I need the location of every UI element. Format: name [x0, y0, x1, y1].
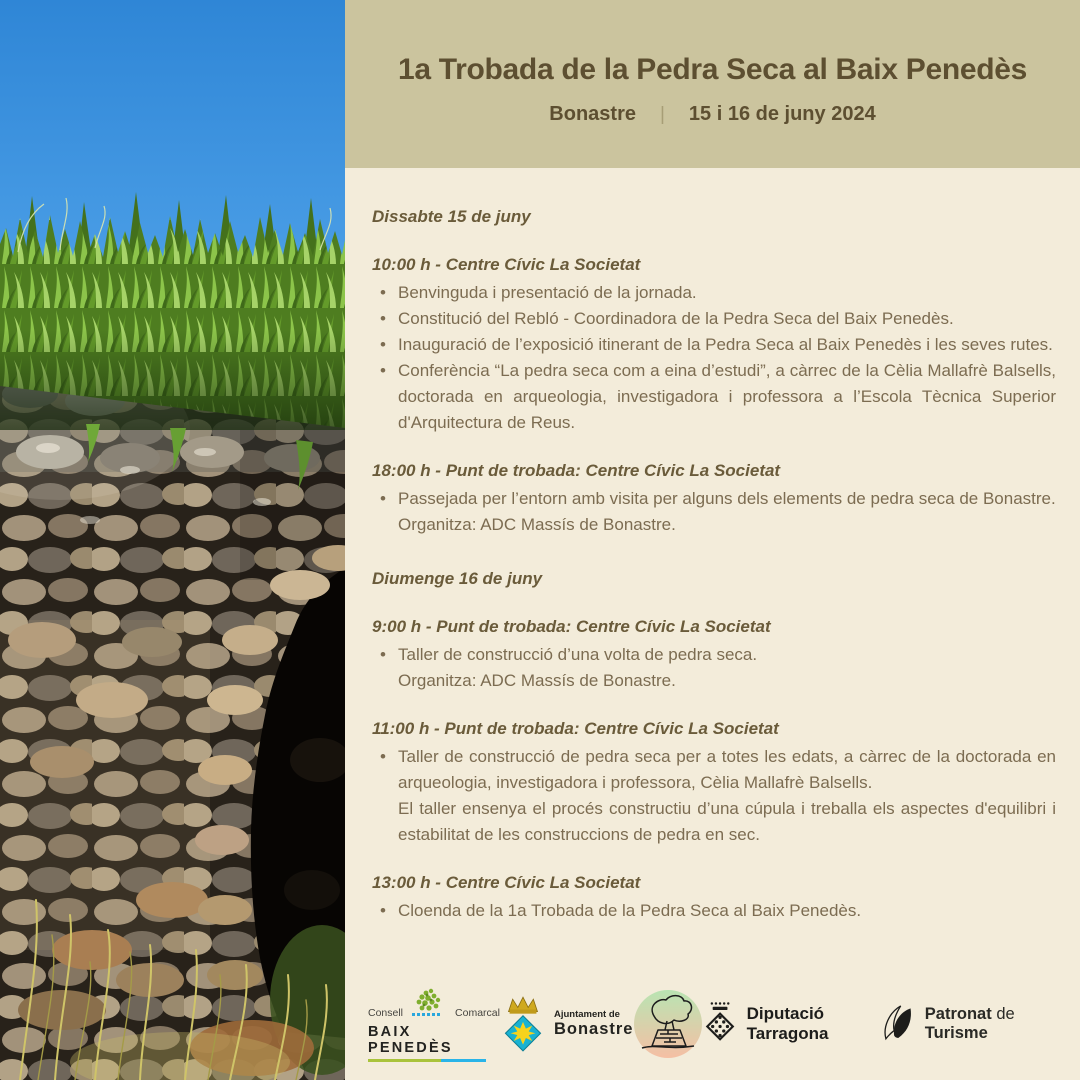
cc-word1: Consell	[368, 1006, 404, 1019]
bullet-icon: •	[380, 901, 386, 920]
hut-and-tree-icon	[634, 990, 702, 1058]
item-text: Inauguració de l’exposició itinerant de la Pedra Seca al Baix Penedès i les seves rutes.	[398, 335, 1053, 354]
ajuntament-line2: Bonastre	[553, 1020, 634, 1038]
bullet-spacer	[372, 796, 398, 848]
bullet-icon: •	[380, 361, 386, 380]
photo-dry-stone-hut	[0, 0, 345, 1080]
cc-name: BAIX PENEDÈS	[368, 1023, 453, 1056]
slot-10h	[372, 252, 1056, 436]
patronat-mid: de	[996, 1005, 1015, 1023]
day-heading: Diumenge 16 de juny	[372, 569, 543, 588]
item-text: Passejada per l’entorn amb visita per alguns dels elements de pedra seca de Bonastre.	[398, 489, 1056, 508]
item-text: El taller ensenya el procés constructiu d’una cúpula i treballa els aspectes d'equilibri i estabilitat de les construccions de pedra en sec.	[398, 799, 1056, 844]
header-band	[345, 0, 1080, 168]
item-text: Constitució del Rebló - Coordinadora de la Pedra Seca del Baix Penedès.	[398, 309, 954, 328]
item-text: Taller de construcció de pedra seca per a totes les edats, a càrrec de la doctorada en arqueologia, investigadora i professora, Cèlia Mallafrè Balsells.	[398, 747, 1056, 792]
bullet-spacer	[372, 512, 398, 538]
item-text: Benvinguda i presentació de la jornada.	[398, 283, 697, 302]
item-text: Organitza: ADC Massís de Bonastre.	[398, 515, 676, 534]
bullet-icon: •	[380, 489, 386, 508]
bullet-icon: •	[380, 645, 386, 664]
list-item-continuation	[372, 512, 1056, 538]
list-item	[372, 486, 1056, 512]
subtitle	[345, 103, 1080, 126]
item-text: Organitza: ADC Massís de Bonastre.	[398, 671, 676, 690]
list-item	[372, 744, 1056, 796]
list-item	[372, 306, 1056, 332]
list-item-continuation	[372, 668, 1056, 694]
ajuntament-line1: Ajuntament de	[553, 1009, 620, 1020]
logo-adc-massis-bonastre	[634, 990, 702, 1058]
bullet-icon: •	[380, 335, 386, 354]
cc-underline	[368, 1059, 486, 1062]
content-panel	[345, 0, 1080, 1080]
bullet-icon: •	[380, 309, 386, 328]
day-sunday	[372, 566, 1056, 924]
list-item	[372, 898, 1056, 924]
day-heading: Dissabte 15 de juny	[372, 207, 531, 226]
slot-18h	[372, 458, 1056, 538]
logo-patronat-turisme	[881, 998, 1054, 1050]
item-text: Taller de construcció d’una volta de pedra seca.	[398, 645, 758, 664]
list-item-continuation	[372, 796, 1056, 848]
slot-11h	[372, 716, 1056, 848]
item-text: Cloenda de la 1a Trobada de la Pedra Seca al Baix Penedès.	[398, 901, 862, 920]
bullet-icon: •	[380, 283, 386, 302]
separator: |	[659, 104, 665, 125]
patronat-bold1: Patronat	[924, 1005, 992, 1023]
sponsor-logos	[368, 988, 1054, 1060]
list-item	[372, 280, 1056, 306]
diputacio-crest-icon	[702, 995, 738, 1053]
item-text: Conferència “La pedra seca com a eina d’estudi”, a càrrec de la Cèlia Mallafrè Balsells, doctorada en arqueologia, investigadora i professora a l’Escola Tècnica Superior d'Arquitectura de Reus.	[398, 361, 1056, 432]
logo-consell-comarcal-baix-penedes	[368, 987, 500, 1062]
dates-label: 15 i 16 de juny 2024	[688, 103, 876, 125]
slot-heading: 18:00 h - Punt de trobada: Centre Cívic La Societat	[372, 461, 781, 480]
logo-ajuntament-bonastre	[500, 993, 634, 1055]
comarca-map-icon	[406, 987, 452, 1023]
slot-heading: 10:00 h - Centre Cívic La Societat	[372, 255, 641, 274]
dry-stone-hut-illustration	[0, 0, 345, 1080]
list-item	[372, 358, 1056, 436]
diputacio-label: Diputació Tarragona	[746, 1004, 829, 1043]
slot-heading: 13:00 h - Centre Cívic La Societat	[372, 873, 641, 892]
patronat-bold2: Turisme	[924, 1024, 988, 1042]
logo-diputacio-tarragona	[702, 995, 882, 1053]
list-item	[372, 332, 1056, 358]
slot-heading: 9:00 h - Punt de trobada: Centre Cívic La Societat	[372, 617, 771, 636]
leaf-icon	[881, 998, 915, 1050]
list-item	[372, 642, 1056, 668]
bullet-icon: •	[380, 747, 386, 766]
day-saturday	[372, 204, 1056, 538]
schedule	[345, 168, 1080, 924]
location-label: Bonastre	[549, 103, 636, 125]
cc-word2: Comarcal	[455, 1006, 500, 1019]
patronat-label	[925, 1005, 1054, 1043]
page-title: 1a Trobada de la Pedra Seca al Baix Penedès	[397, 53, 1028, 86]
bullet-spacer	[372, 668, 398, 694]
slot-heading: 11:00 h - Punt de trobada: Centre Cívic La Societat	[372, 719, 779, 738]
slot-13h	[372, 870, 1056, 924]
bonastre-crest-icon	[500, 993, 546, 1055]
slot-9h	[372, 614, 1056, 694]
